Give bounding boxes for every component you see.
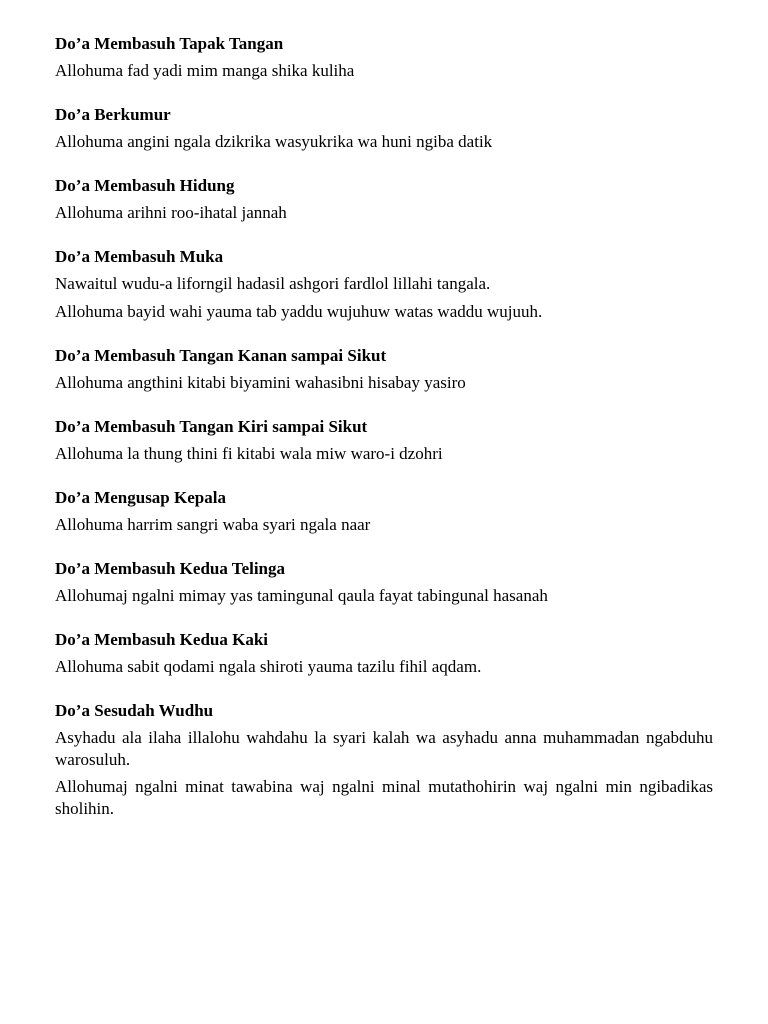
doa-section bbox=[55, 104, 713, 153]
doa-section bbox=[55, 558, 713, 607]
section-heading: Do’a Mengusap Kepala bbox=[55, 488, 226, 507]
doa-section bbox=[55, 416, 713, 465]
section-heading: Do’a Membasuh Kedua Kaki bbox=[55, 630, 268, 649]
doa-section bbox=[55, 345, 713, 394]
section-heading: Do’a Sesudah Wudhu bbox=[55, 701, 214, 720]
doa-section bbox=[55, 246, 713, 323]
doa-section bbox=[55, 175, 713, 224]
prayer-text: Asyhadu ala ilaha illalohu wahdahu la syari kalah wa asyhadu anna muhammadan ngabduhu warosuluh. bbox=[55, 728, 713, 769]
prayer-text: Allohuma bayid wahi yauma tab yaddu wujuhuw watas waddu wujuuh. bbox=[55, 302, 543, 321]
doa-section bbox=[55, 487, 713, 536]
doa-section bbox=[55, 33, 713, 82]
prayer-text: Nawaitul wudu-a liforngil hadasil ashgori fardlol lillahi tangala. bbox=[55, 274, 491, 293]
prayer-text: Allohuma sabit qodami ngala shiroti yauma tazilu fihil aqdam. bbox=[55, 657, 482, 676]
prayer-text: Allohuma angthini kitabi biyamini wahasibni hisabay yasiro bbox=[55, 373, 466, 392]
doa-section bbox=[55, 629, 713, 678]
section-heading: Do’a Membasuh Tangan Kiri sampai Sikut bbox=[55, 417, 368, 436]
doa-section bbox=[55, 700, 713, 820]
prayer-text: Allohuma la thung thini fi kitabi wala miw waro-i dzohri bbox=[55, 444, 443, 463]
prayer-text: Allohuma fad yadi mim manga shika kuliha bbox=[55, 61, 355, 80]
section-heading: Do’a Membasuh Kedua Telinga bbox=[55, 559, 286, 578]
section-heading: Do’a Membasuh Tapak Tangan bbox=[55, 34, 284, 53]
prayer-text: Allohuma arihni roo-ihatal jannah bbox=[55, 203, 287, 222]
section-heading: Do’a Membasuh Muka bbox=[55, 247, 224, 266]
section-heading: Do’a Membasuh Tangan Kanan sampai Sikut bbox=[55, 346, 387, 365]
section-heading: Do’a Berkumur bbox=[55, 105, 171, 124]
prayer-text: Allohuma angini ngala dzikrika wasyukrika wa huni ngiba datik bbox=[55, 132, 493, 151]
prayer-text: Allohumaj ngalni mimay yas tamingunal qaula fayat tabingunal hasanah bbox=[55, 586, 548, 605]
document-page bbox=[55, 33, 713, 842]
prayer-text: Allohuma harrim sangri waba syari ngala naar bbox=[55, 515, 371, 534]
section-heading: Do’a Membasuh Hidung bbox=[55, 176, 235, 195]
prayer-text: Allohumaj ngalni minat tawabina waj ngalni minal mutathohirin waj ngalni min ngibadikas sholihin. bbox=[55, 777, 713, 818]
